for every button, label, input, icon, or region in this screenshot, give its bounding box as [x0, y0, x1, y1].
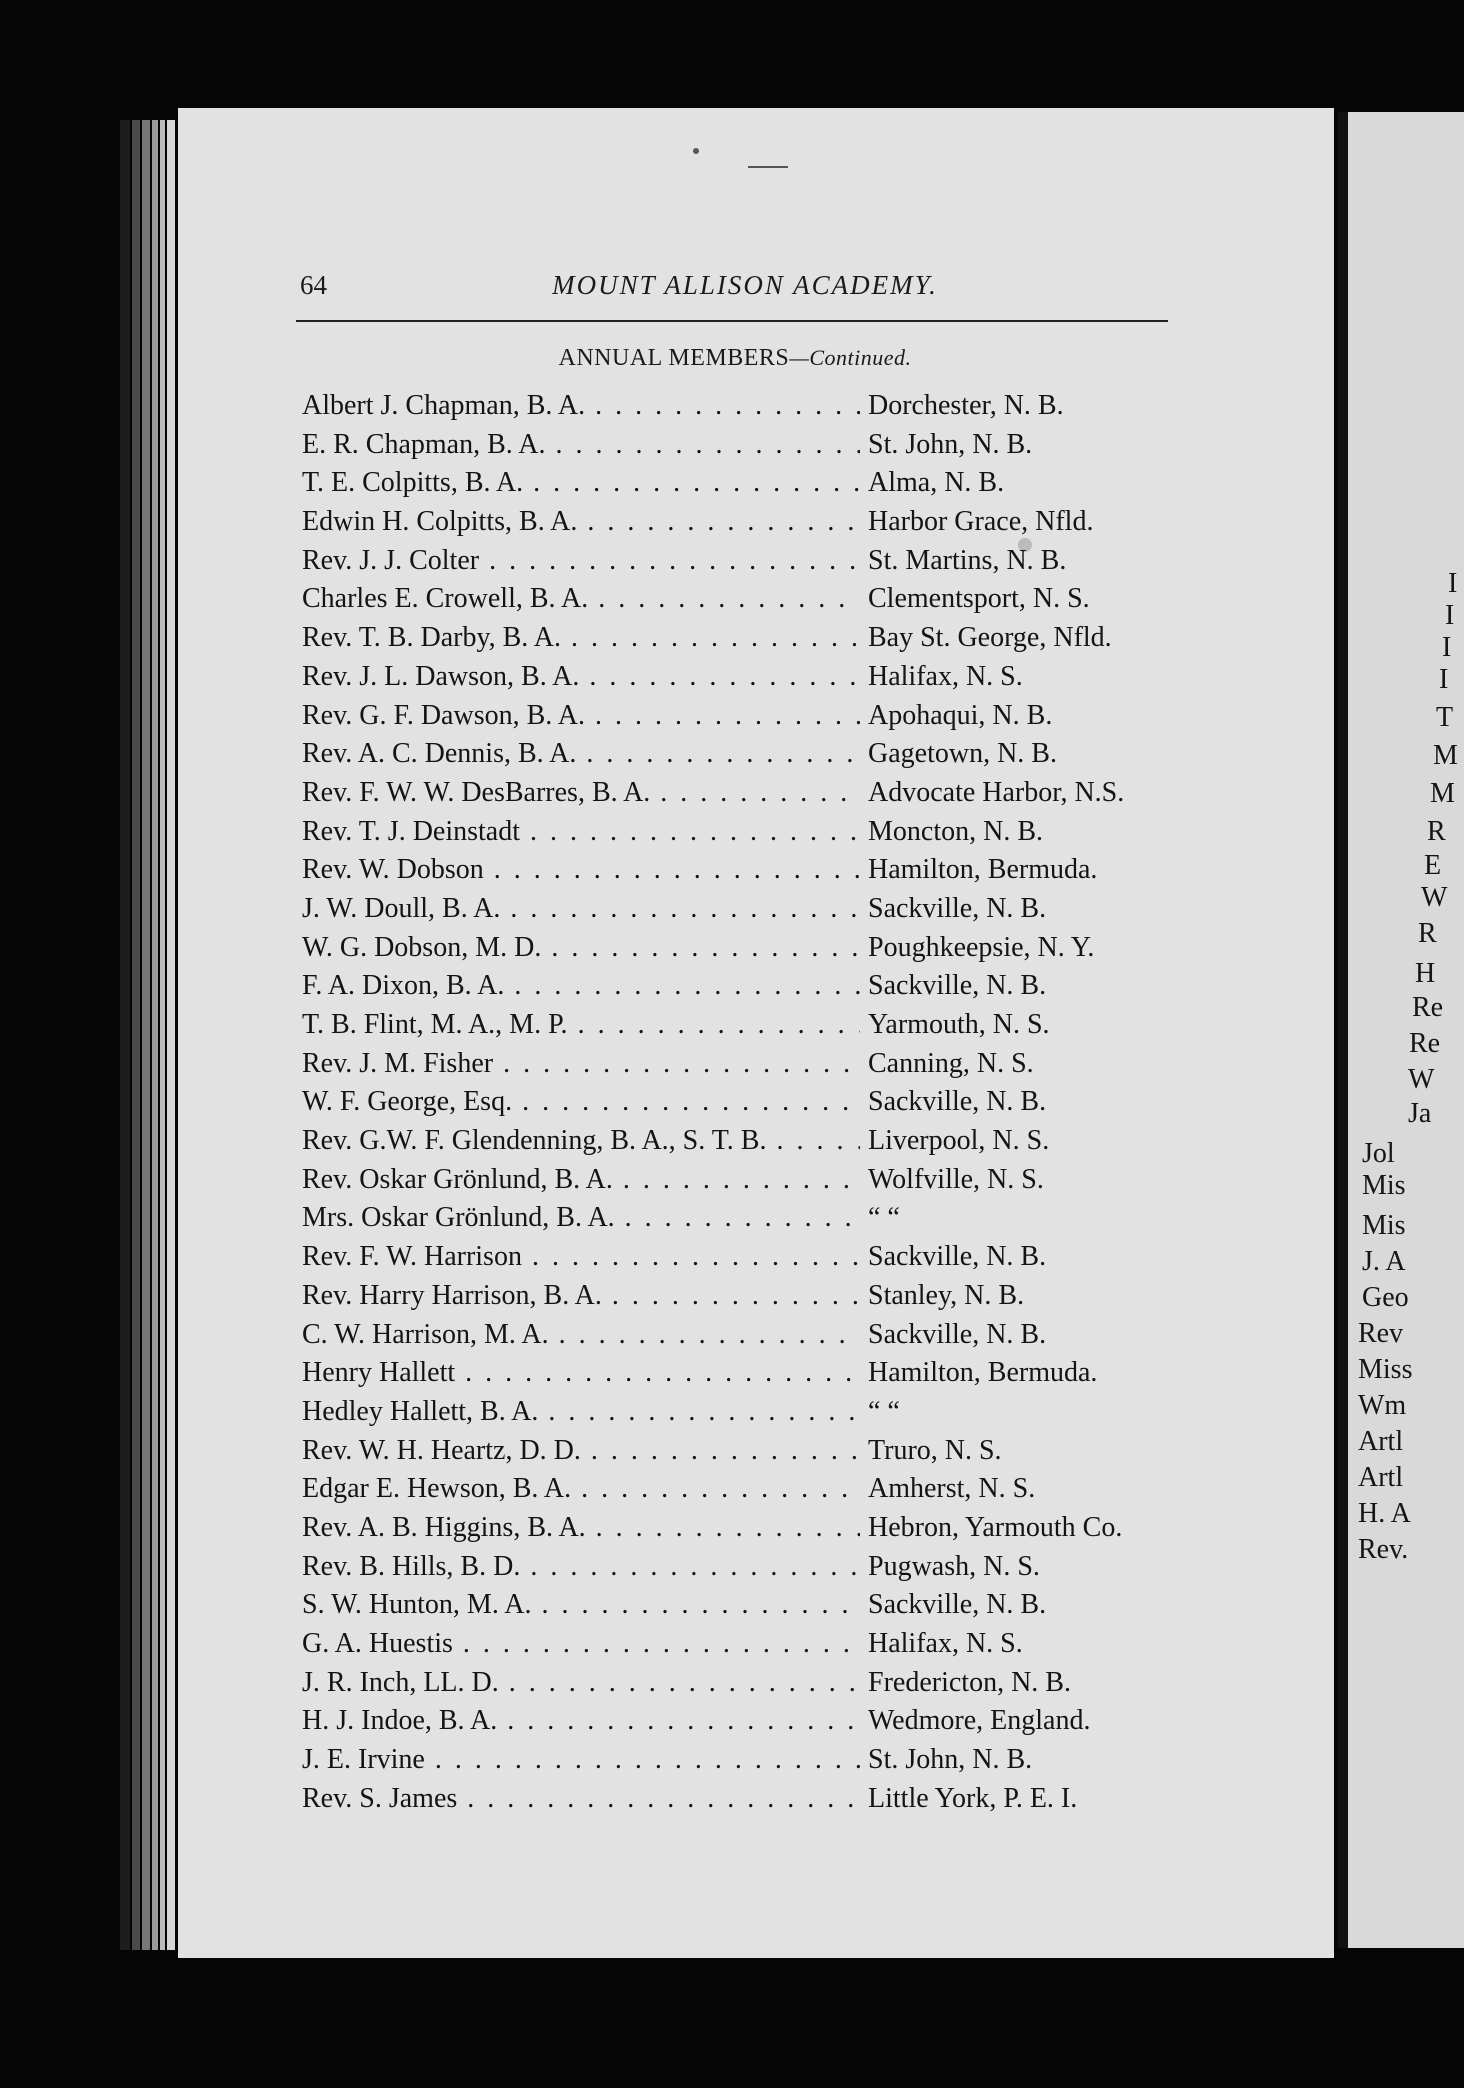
member-name: Rev. A. B. Higgins, B. A. . . . [302, 1512, 860, 1544]
list-item [302, 390, 1182, 429]
facing-page-fragment: I [1439, 664, 1449, 695]
facing-page-fragment: W [1408, 1064, 1435, 1095]
facing-page-fragment: M [1430, 778, 1455, 809]
member-place: St. John, N. B. [868, 1744, 1033, 1776]
member-name: Edwin H. Colpitts, B. A. . . . [302, 506, 860, 538]
list-item [302, 1241, 1182, 1280]
binding-edge [160, 120, 165, 1950]
member-name: Rev. J. J. Colter . . . [302, 545, 860, 577]
list-item [302, 1551, 1182, 1590]
binding-edge [132, 120, 140, 1950]
facing-page-fragment: H. A [1358, 1498, 1411, 1529]
member-place: Hamilton, Bermuda. [868, 1357, 1098, 1389]
binding-edge [152, 120, 158, 1950]
member-place: Sackville, N. B. [868, 1241, 1047, 1273]
list-item [302, 932, 1182, 971]
list-item [302, 1086, 1182, 1125]
list-item [302, 1589, 1182, 1628]
member-name: T. E. Colpitts, B. A. . . . [302, 467, 860, 499]
member-name: Rev. Harry Harrison, B. A. . . . [302, 1280, 860, 1312]
facing-page-fragment: Miss [1358, 1354, 1413, 1385]
list-item [302, 1357, 1182, 1396]
member-place: Hebron, Yarmouth Co. [868, 1511, 1123, 1543]
member-place: Advocate Harbor, N.S. [868, 776, 1125, 808]
facing-page-fragment: Wm [1358, 1390, 1407, 1421]
member-place: Fredericton, N. B. [868, 1666, 1071, 1698]
section-heading [300, 345, 1170, 372]
member-place: Sackville, N. B. [868, 1589, 1047, 1621]
facing-page-fragment: Geo [1362, 1282, 1409, 1313]
facing-page-fragment: Mis [1362, 1170, 1406, 1201]
member-name: Albert J. Chapman, B. A. . . . [302, 390, 860, 422]
list-item [302, 738, 1182, 777]
facing-page-fragment: Ja [1408, 1098, 1432, 1129]
facing-page-fragment: Artl [1358, 1426, 1404, 1457]
member-name: Charles E. Crowell, B. A. . . . [302, 583, 860, 615]
list-item [302, 467, 1182, 506]
list-item [302, 1009, 1182, 1048]
member-place: St. John, N. B. [868, 428, 1033, 460]
member-place: Little York, P. E. I. [868, 1782, 1078, 1814]
ink-speck [748, 166, 788, 168]
list-item [302, 1783, 1182, 1822]
facing-page-fragment: I [1448, 568, 1458, 599]
member-place: Amherst, N. S. [868, 1473, 1036, 1505]
page-title: MOUNT ALLISON ACADEMY. [552, 270, 938, 300]
member-place: Yarmouth, N. S. [868, 1009, 1050, 1040]
member-place: Clementsport, N. S. [868, 583, 1090, 615]
facing-page-fragment: Re [1412, 992, 1444, 1023]
member-name: G. A. Huestis . . . [302, 1628, 860, 1660]
member-name: E. R. Chapman, B. A. . . . [302, 429, 860, 461]
page-gutter [1338, 112, 1348, 1948]
member-name: C. W. Harrison, M. A. . . . [302, 1319, 860, 1351]
member-name: H. J. Indoe, B. A. . . . [302, 1705, 860, 1737]
member-name: Rev. F. W. Harrison . . . [302, 1241, 860, 1273]
binding-edge [142, 120, 150, 1950]
list-item [302, 816, 1182, 855]
facing-page-fragment: W [1421, 882, 1448, 913]
member-place: Sackville, N. B. [868, 892, 1047, 924]
member-place: Pugwash, N. S. [868, 1550, 1040, 1582]
list-item [302, 429, 1182, 468]
member-name: Rev. G.W. F. Glendenning, B. A., S. T. B. . . . [302, 1125, 860, 1157]
facing-page-fragment: T [1436, 702, 1454, 733]
member-name: J. W. Doull, B. A. . . . [302, 893, 860, 925]
list-item [302, 700, 1182, 739]
page-number: 64 [300, 270, 327, 300]
list-item [302, 1744, 1182, 1783]
list-item [302, 661, 1182, 700]
member-place: Wedmore, England. [868, 1705, 1091, 1737]
member-place: Bay St. George, Nfld. [868, 622, 1112, 654]
member-place: Halifax, N. S. [868, 660, 1023, 692]
facing-page-fragment: J. A [1362, 1246, 1406, 1277]
member-place: Stanley, N. B. [868, 1279, 1025, 1311]
member-place: Poughkeepsie, N. Y. [868, 931, 1095, 963]
member-place: Apohaqui, N. B. [868, 699, 1053, 731]
facing-page-fragment: Rev. [1358, 1534, 1409, 1565]
member-name: Rev. G. F. Dawson, B. A. . . . [302, 700, 860, 732]
list-item [302, 1628, 1182, 1667]
running-head [300, 270, 1170, 310]
member-name: T. B. Flint, M. A., M. P. . . . [302, 1009, 860, 1041]
list-item [302, 1048, 1182, 1087]
facing-page-fragment: H [1415, 958, 1436, 989]
list-item [302, 1435, 1182, 1474]
member-name: Edgar E. Hewson, B. A. . . . [302, 1473, 860, 1505]
list-item [302, 583, 1182, 622]
member-place: Wolfville, N. S. [868, 1163, 1044, 1195]
facing-page-fragment: Jol [1362, 1138, 1395, 1169]
facing-page-fragment: R [1427, 816, 1446, 847]
list-item [302, 854, 1182, 893]
member-name: F. A. Dixon, B. A. . . . [302, 970, 860, 1002]
facing-page-fragment: Re [1409, 1028, 1441, 1059]
member-place: Harbor Grace, Nfld. [868, 506, 1094, 538]
member-name: Rev. S. James . . . [302, 1783, 860, 1815]
list-item [302, 506, 1182, 545]
list-item [302, 1164, 1182, 1203]
list-item [302, 1512, 1182, 1551]
list-item [302, 545, 1182, 584]
list-item [302, 777, 1182, 816]
member-name: J. R. Inch, LL. D. . . . [302, 1667, 860, 1699]
facing-page-fragment: Mis [1362, 1210, 1406, 1241]
member-place: Truro, N. S. [868, 1434, 1002, 1466]
member-name: Rev. F. W. W. DesBarres, B. A. . . . [302, 777, 860, 809]
member-place: “ “ [868, 1202, 900, 1234]
member-name: W. F. George, Esq. . . . [302, 1086, 860, 1118]
member-place: Gagetown, N. B. [868, 738, 1057, 770]
member-place: Hamilton, Bermuda. [868, 854, 1098, 886]
facing-page-fragment: I [1442, 632, 1452, 663]
continued-label: —Continued. [789, 345, 912, 370]
member-name: Rev. W. Dobson . . . [302, 854, 860, 886]
member-name: Rev. J. M. Fisher . . . [302, 1048, 860, 1080]
list-item [302, 1705, 1182, 1744]
list-item [302, 1319, 1182, 1358]
list-item [302, 1473, 1182, 1512]
ink-speck [693, 148, 699, 154]
member-name: W. G. Dobson, M. D. . . . [302, 932, 860, 964]
member-name: Rev. T. J. Deinstadt . . . [302, 816, 860, 848]
facing-page-fragment: E [1424, 850, 1442, 881]
list-item [302, 893, 1182, 932]
member-name: Hedley Hallett, B. A. . . . [302, 1396, 860, 1428]
member-place: Dorchester, N. B. [868, 390, 1064, 421]
member-list [302, 390, 1182, 1821]
list-item [302, 1202, 1182, 1241]
member-name: Rev. T. B. Darby, B. A. . . . [302, 622, 860, 654]
binding-edge [120, 120, 130, 1950]
member-name: Mrs. Oskar Grönlund, B. A. . . . [302, 1202, 860, 1234]
member-place: “ “ [868, 1395, 900, 1427]
member-name: Rev. B. Hills, B. D. . . . [302, 1551, 860, 1583]
member-place: Sackville, N. B. [868, 1086, 1047, 1118]
list-item [302, 1280, 1182, 1319]
section-title: ANNUAL MEMBERS [558, 345, 790, 371]
list-item [302, 970, 1182, 1009]
facing-page-fragment: R [1418, 918, 1437, 949]
member-place: Liverpool, N. S. [868, 1125, 1050, 1157]
member-name: Rev. W. H. Heartz, D. D. . . . [302, 1435, 860, 1467]
member-place: Moncton, N. B. [868, 815, 1043, 847]
member-place: Alma, N. B. [868, 467, 1005, 499]
facing-page-fragment: M [1433, 740, 1458, 771]
member-place: St. Martins, N. B. [868, 544, 1067, 576]
facing-page [1338, 112, 1464, 1948]
member-place: Sackville, N. B. [868, 970, 1047, 1002]
list-item [302, 1396, 1182, 1435]
header-rule [296, 320, 1168, 322]
member-name: Rev. A. C. Dennis, B. A. . . . [302, 738, 860, 770]
member-place: Canning, N. S. [868, 1047, 1034, 1079]
member-place: Halifax, N. S. [868, 1628, 1023, 1659]
facing-page-fragment: Artl [1358, 1462, 1404, 1493]
list-item [302, 1667, 1182, 1706]
member-name: Henry Hallett . . . [302, 1357, 860, 1389]
member-place: Sackville, N. B. [868, 1318, 1047, 1350]
member-name: Rev. Oskar Grönlund, B. A. . . . [302, 1164, 860, 1196]
member-name: S. W. Hunton, M. A. . . . [302, 1589, 860, 1621]
facing-page-fragment: I [1445, 600, 1455, 631]
member-name: J. E. Irvine . . . [302, 1744, 860, 1776]
list-item [302, 622, 1182, 661]
facing-page-fragment: Rev [1358, 1318, 1404, 1349]
binding-edge [167, 120, 175, 1950]
member-name: Rev. J. L. Dawson, B. A. . . . [302, 661, 860, 693]
list-item [302, 1125, 1182, 1164]
